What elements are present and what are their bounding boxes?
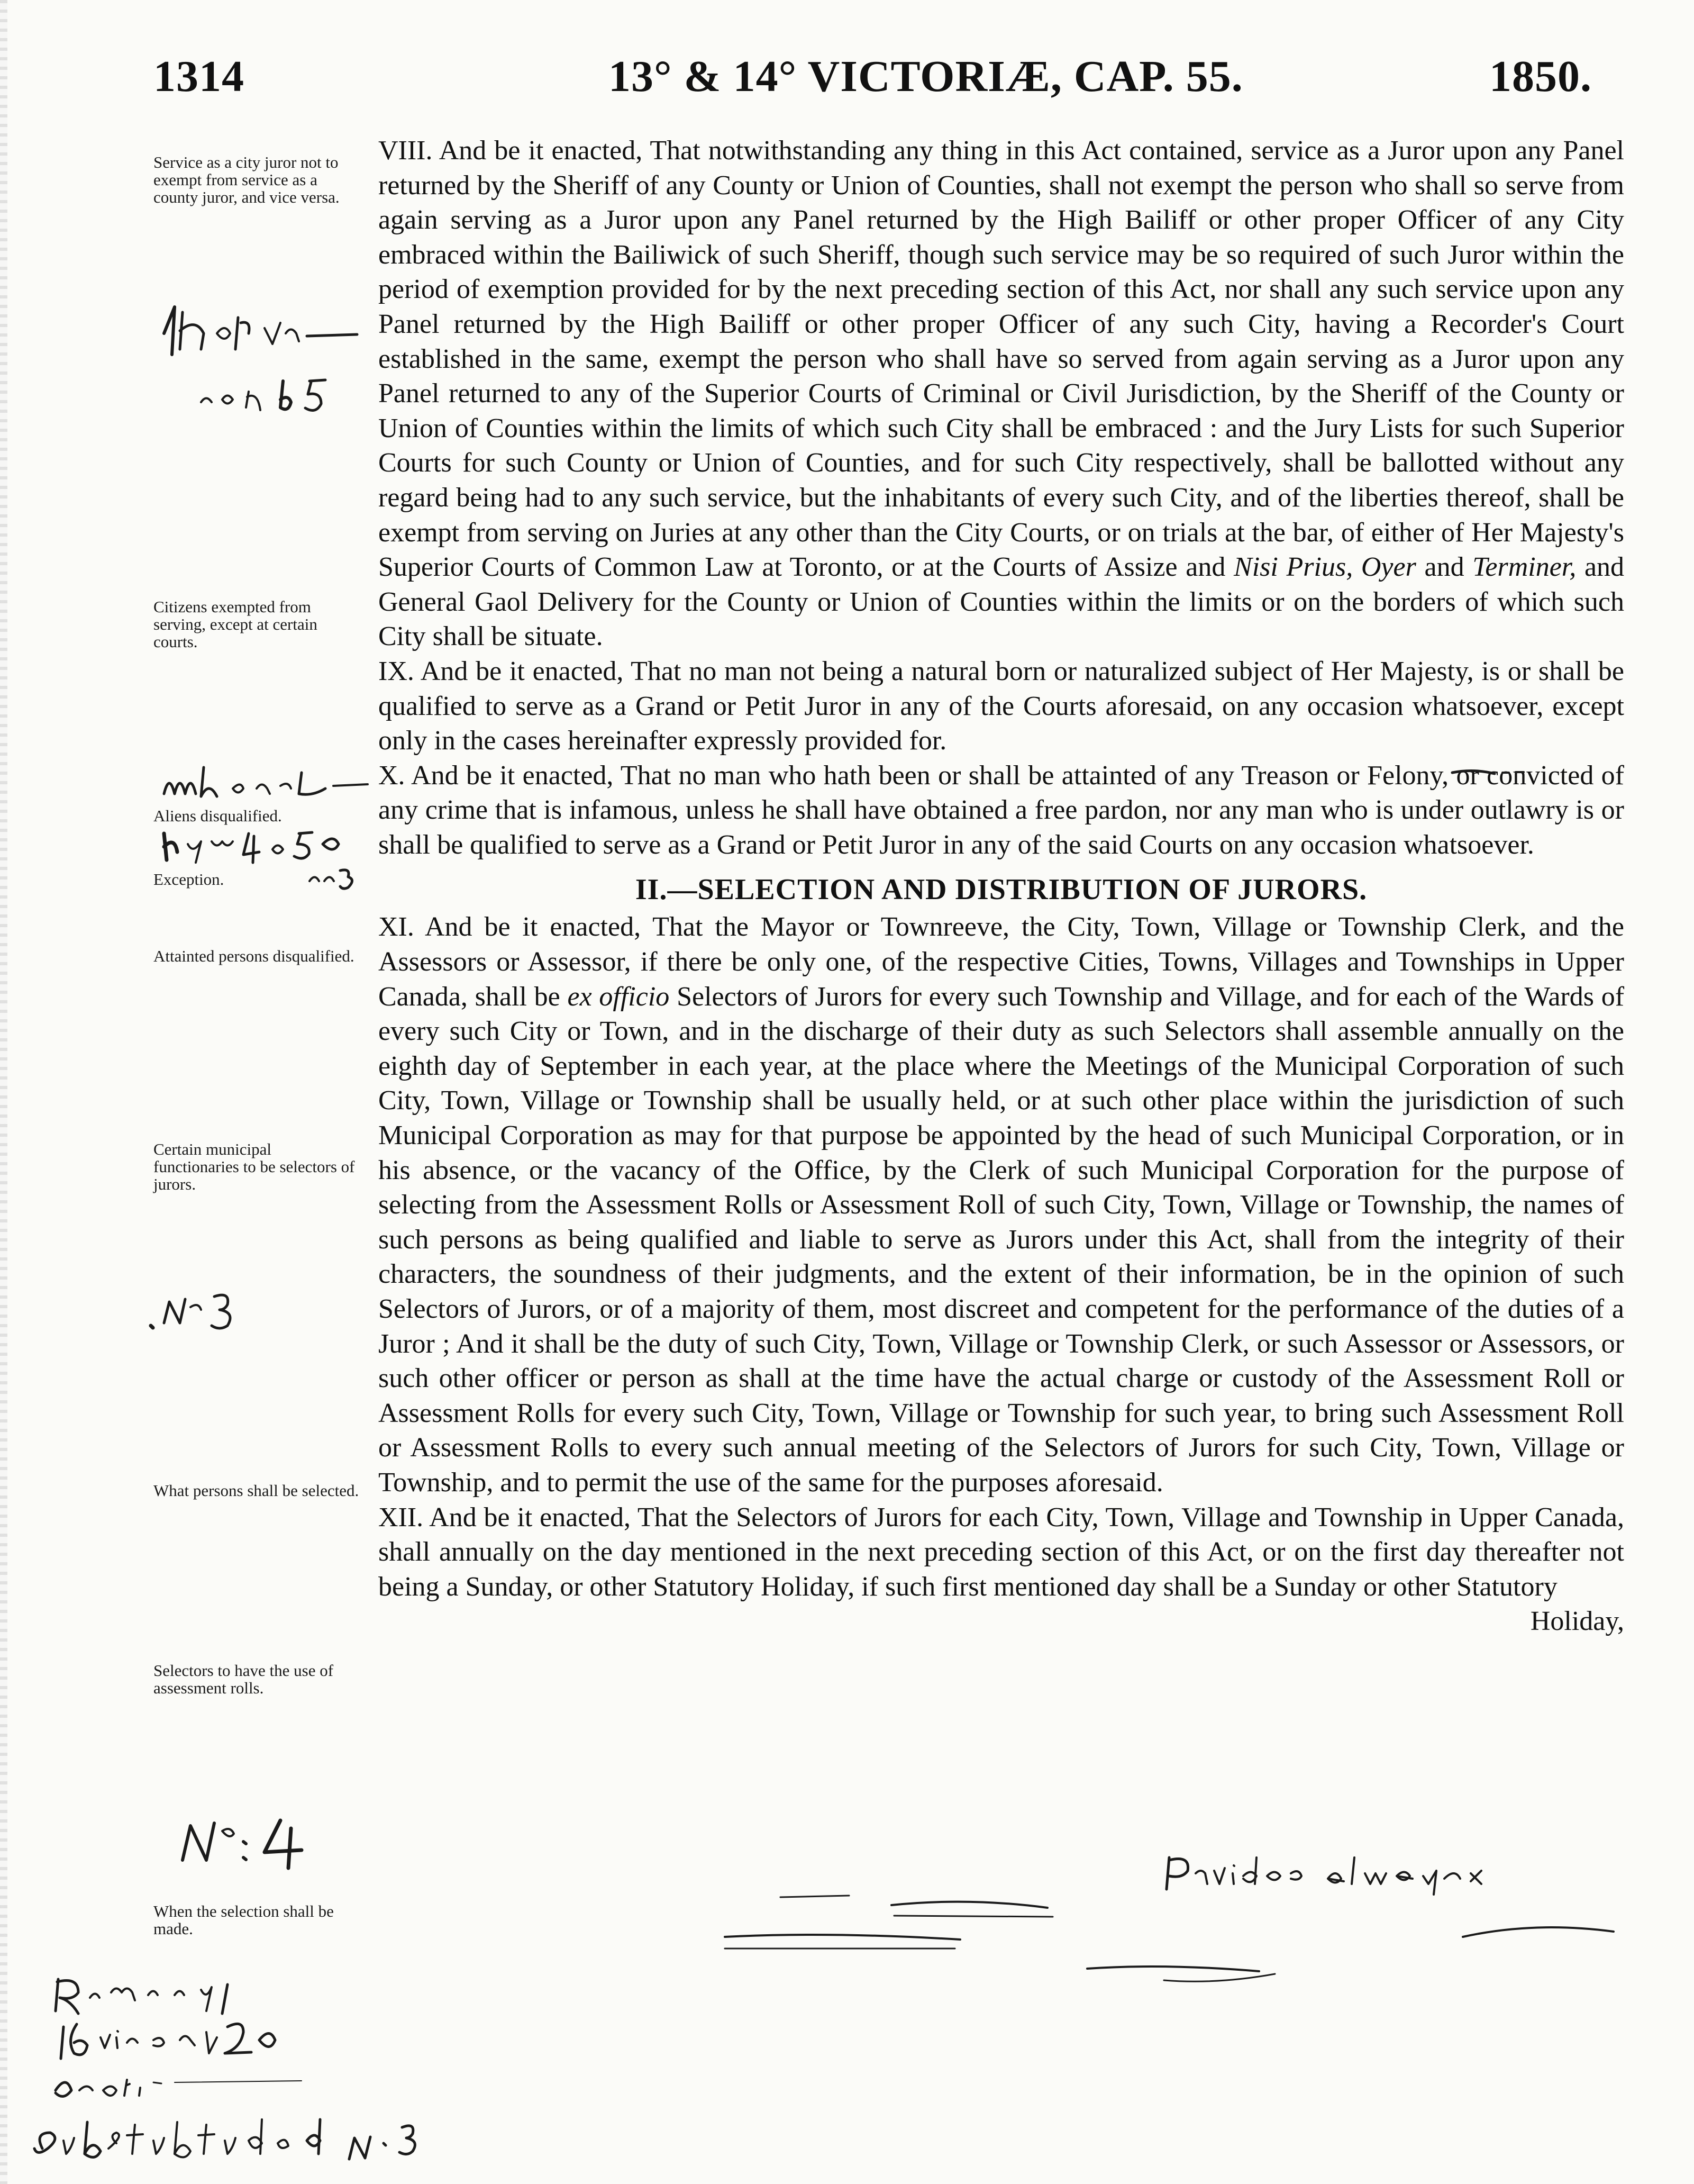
margin-note-selectors: Certain municipal functionaries to be selectors of jurors. (153, 1140, 355, 1193)
section-viii-and: and (1424, 552, 1464, 583)
handwritten-note-bottom-1 (53, 1969, 349, 2016)
statute-body (378, 133, 1624, 1639)
handwritten-no-4 (175, 1810, 323, 1873)
margin-note-city-juror: Service as a city juror not to exempt from service as a county juror, and vice versa. (153, 153, 340, 206)
handwritten-provided-always (1164, 1852, 1629, 1895)
ink-strike-canada (889, 1889, 1058, 1921)
handwritten-note-bottom-3 (48, 2064, 344, 2106)
running-title: 13° & 14° VICTORIÆ, CAP. 55. (608, 52, 1243, 101)
handwritten-no-3 (140, 1286, 246, 1339)
ink-strike-other (1460, 1916, 1619, 1947)
margin-note-exception: Exception. (153, 870, 224, 889)
handwritten-dash (1450, 765, 1534, 781)
margin-note-aliens: Aliens disqualified. (153, 806, 282, 825)
handwritten-note-2 (196, 370, 333, 418)
margin-note-citizens-exempted: Citizens exempted from serving, except at certain courts. (153, 597, 317, 651)
margin-note-attainted: Attainted persons disqualified. (153, 947, 354, 965)
handwritten-note-5 (304, 863, 357, 894)
ink-strike-shall-be (1085, 1953, 1275, 1984)
handwritten-note-1 (159, 296, 360, 360)
ink-underline-enacted (778, 1889, 852, 1905)
section-heading-selection: II.—SELECTION AND DISTRIBUTION OF JURORS. (635, 873, 1368, 907)
margin-note-what-persons: What persons shall be selected. (153, 1481, 359, 1500)
section-xi (378, 910, 1624, 1500)
section-xi-italic: ex officio (567, 981, 670, 1012)
margin-note-assessment-rolls: Selectors to have the use of assessment rolls. (153, 1661, 334, 1697)
ink-strike-first-day (722, 1921, 987, 1953)
section-xi-start: XI. And be it enacted, That the Mayor or Townreeve, the City, Town, Village or Township Clerk, and the Assessors or Assessor, if there be only one, of the respective Cities, Towns, Villages and Townships in Upper Canada, shall be (378, 912, 1624, 1012)
section-ix: IX. And be it enacted, That no man not being a natural born or naturalized subject of Her Majesty, is or shall be qualified to serve as a Grand or Petit Juror in any of the Courts aforesaid, on any occasion whatsoever, except only in the cases hereinafter expressly provided for. (378, 656, 1624, 756)
handwritten-note-3 (159, 762, 370, 810)
handwritten-note-4 (159, 826, 360, 868)
margin-note-when-selection: When the selection shall be made. (153, 1902, 334, 1938)
section-viii (378, 133, 1624, 654)
section-viii-text: VIII. And be it enacted, That notwithstanding any thing in this Act contained, service as a Juror upon any Panel returned by the Sheriff of any County or Union of Counties, shall not exempt the person who shall so serve from again serving as a Juror upon any Panel returned by the High Bailiff or other proper Officer of any City embraced within the Bailiwick of such Sheriff, though such service may be so required of such Juror within the period of exemption provided for by the next preceding section of this Act, nor shall any such service upon any Panel returned by the High Bailiff or other proper Officer of any such City, having a Recorder's Court established in the same, exempt the person who shall have so served from again serving as a Juror upon any Panel returned to any of the Superior Courts of Criminal or Civil Jurisdiction, by the Sheriff of the County or Union of Counties within the limits of which such City shall be embraced : and the Jury Lists for such Superior Courts for such County or Union of Counties, and for such City respectively, shall be ballotted without any regard being had to any such service, but the inhabitants of every such City, and of the liberties thereof, shall be exempt from serving on Juries at any other than the City Courts, or on trials at the bar, of either of Her Majesty's Superior Courts of Common Law at Toronto, or at the Courts of Assize and (378, 135, 1624, 583)
section-xi-rest: Selectors of Jurors for every such Township and Village, and for each of the Wards of every such City or Town, and in the discharge of their duty as such Selectors shall assemble annually on the eighth day of September in each year, at the place where the Meetings of the Municipal Corporation of such City, Town, Village or Township shall be usually held, or at such other place within the jurisdiction of such Municipal Corporation as may for that purpose be appointed by the head of such Municipal Corporation, or in his absence, or the vacancy of the Office, by the Clerk of such Municipal Corporation for the purpose of selecting from the Assessment Rolls or Assessment Roll of such City, Town, Village or Township, the names of such persons as being qualified and liable to serve as Jurors under this Act, shall from the integrity of their characters, the soundness of their judgments, and the extent of their information, be in the opinion of such Selectors of Jurors, or of a majority of them, most discreet and competent for the performance of the duties of a Juror ; And it shall be the duty of such City, Town, Village or Township Clerk, or such Assessor or Assessors, or such other officer or person as shall at the time have the actual charge or custody of the Assessment Roll or Assessment Rolls for every such City, Town, Village or Township for such year, to bring such Assessment Roll or Assessment Rolls to every such annual meeting of the Selectors of Jurors for such City, Town, Village or Township, and to permit the use of the same for the purposes aforesaid. (378, 981, 1625, 1498)
handwritten-note-bottom-2 (58, 2016, 354, 2064)
section-x: X. And be it enacted, That no man who hath been or shall be attainted of any Treason or Felony, or convicted of any crime that is infamous, unless he shall have obtained a free pardon, nor any man who is under outlawry is or shall be qualified to serve as a Grand or Petit Juror in any of the said Courts on any occasion whatsoever. (378, 760, 1624, 860)
section-viii-end: and General Gaol Delivery for the County or Union of Counties within the limits or on the borders of which such City shall be situate. (378, 552, 1625, 652)
page-number: 1314 (153, 52, 244, 101)
handwritten-substituted-no-3 (32, 2111, 487, 2170)
section-viii-italic-1: Nisi Prius, Oyer (1234, 552, 1416, 583)
page-year: 1850. (1489, 52, 1592, 101)
section-viii-italic-2: Terminer, (1472, 552, 1577, 583)
section-xii: XII. And be it enacted, That the Selectors of Jurors for each City, Town, Village and Township in Upper Canada, shall annually on the day mentioned in the next preceding section of this Act, or on the first day thereafter not being a Sunday, or other Statutory Holiday, if such first mentioned day shall be a Sunday or other Statutory (378, 1502, 1624, 1602)
section-xii-tail: Holiday, (1530, 1606, 1624, 1637)
binding-edge (0, 0, 7, 2184)
